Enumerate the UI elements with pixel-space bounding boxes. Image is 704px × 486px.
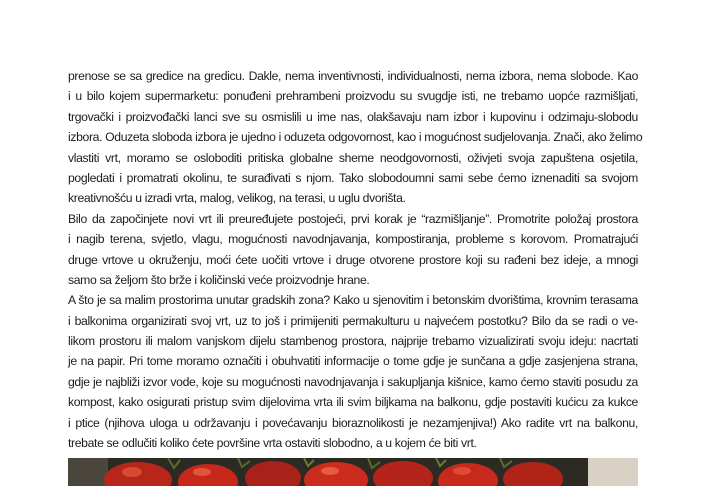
text-line: kompost, kako osigurati pristup svim dijelovima vrta ili svim biljkama na balkonu, gdje postaviti kućicu za kukce xyxy=(68,395,638,410)
text-line: vlastiti vrt, moramo se osloboditi pritiska globalne sheme neodgovornosti, oživjeti svoja zapuštena osjetila, xyxy=(68,150,638,165)
text-line: druge vrtove u okruženju, moći ćete uočiti vrtove i druge otvorene prostore koji su rađeni bez ideje, a mnogi xyxy=(68,252,638,267)
text-line: likom prostoru ili malom vanjskom dijelu stambenog prostora, najprije trebamo vizualizirati svoju ideju: nacrtati xyxy=(68,334,638,349)
text-line: i u bilo kojem supermarketu: ponuđeni prehrambeni proizvodu su svugdje isti, ne trebamo uopće razmišljati, xyxy=(68,89,638,104)
text-line: izbora. Oduzeta sloboda izbora je ujedno i oduzeta odgovornost, kao i mogućnost sudjelovanja. Znači, ako želimo xyxy=(68,130,643,145)
text-line: i nagib terena, svjetlo, vlagu, mogućnosti navodnjavanja, kompostiranja, probleme s korovom. Promatrajući xyxy=(68,232,638,247)
text-line: gdje je najbliži izvor vode, koje su mogućnosti navodnjavanja i sakupljanja kišnice, kamo ćemo staviti posudu za xyxy=(68,374,638,389)
text-line: trebate se odlučiti koliko ćete površine vrta ostaviti slobodno, a u kojem će biti vrt. xyxy=(68,436,477,451)
text-line: i ptice (njihova uloga u održavanju i povećavanju bioraznolikosti je nezamjenjiva!) Ako radite vrt na balkonu, xyxy=(68,415,638,430)
text-line: je na papir. Pri tome moramo označiti i obuhvatiti informacije o tome gdje je sunčana a gdje zasjenjena strana, xyxy=(68,354,638,369)
text-line: samo sa željom što brže i količinski veće proizvodnje hrane. xyxy=(68,272,370,287)
text-line: kreativnošću u izradi vrta, malog, velikog, na terasi, u uglu dvorišta. xyxy=(68,191,406,206)
text-line: Bilo da započinjete novi vrt ili preuređujete postojeći, prvi korak je “razmišljanje”. Promotrite položaj prostora xyxy=(68,211,638,226)
text-line: A što je sa malim prostorima unutar gradskih zona? Kako u sjenovitim i betonskim dvorištima, krovnim terasama xyxy=(68,293,638,308)
text-line: i balkonima organizirati svoj vrt, uz to još i primijeniti permakulturu u najvećem postotku? Bilo da se radi o ve- xyxy=(68,313,638,328)
text-line: pogledati i promatrati okolinu, te surađivati s njom. Tako slobodoumni sami sebe ćemo iznenaditi sa svojom xyxy=(68,170,638,185)
tomato-photo-image xyxy=(68,458,638,486)
tomato-photo xyxy=(68,458,638,486)
body-text xyxy=(68,66,643,453)
text-line: prenose se sa gredice na gredicu. Dakle, nema inventivnosti, individualnosti, nema izbora, nema slobode. Kao xyxy=(68,69,638,83)
text-line: trgovački i proizvođački lanci sve su osmislili u ime nas, olakšavaju nam izbor i kupovinu i odzimaju-slobodu xyxy=(68,109,638,124)
